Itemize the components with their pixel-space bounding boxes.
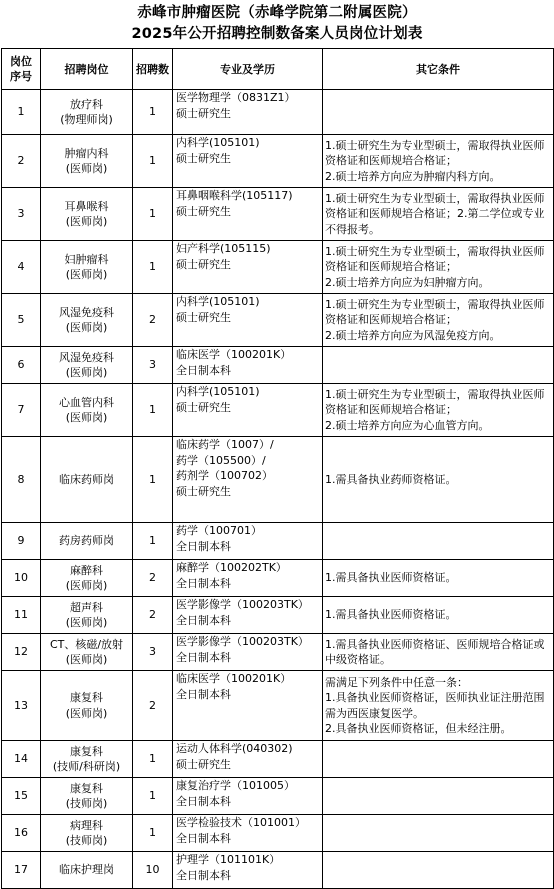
page-title-line2: 2025年公开招聘控制数备案人员岗位计划表 — [131, 26, 423, 42]
cell-major-line: 硕士研究生 — [176, 151, 231, 165]
cell-other — [323, 597, 554, 634]
cell-other — [323, 671, 554, 741]
cell-post-line: (医师岗) — [65, 268, 108, 281]
cell-post — [41, 384, 133, 437]
cell-seq: 10 — [2, 560, 41, 597]
cell-major — [173, 523, 323, 560]
cell-other-line: 1.需具备执业药师资格证。 — [325, 472, 457, 486]
cell-post — [41, 634, 133, 671]
cell-major-line: 内科学(105101) — [176, 136, 260, 149]
cell-seq: 15 — [2, 778, 41, 815]
cell-other — [323, 741, 554, 778]
recruitment-plan-table — [1, 48, 554, 889]
table-row — [2, 347, 554, 384]
cell-count: 1 — [133, 741, 173, 778]
table-row — [2, 741, 554, 778]
cell-post-line: (医师岗) — [65, 162, 108, 175]
cell-post-line: (技师岗) — [65, 797, 108, 810]
cell-seq: 12 — [2, 634, 41, 671]
cell-major-line: 全日制本科 — [176, 650, 231, 664]
cell-major-line: 护理学（101101K） — [176, 853, 281, 866]
cell-major-line: 妇产科学(105115) — [176, 242, 271, 255]
header-major: 专业及学历 — [173, 49, 323, 90]
cell-other-line: 2.硕士培养方向应为妇肿瘤方向。 — [325, 275, 490, 289]
cell-major-line: 临床医学（100201K） — [176, 348, 292, 361]
cell-other-line: 1.具备执业医师资格证，医师执业证注册范围需为西医康复医学。 — [325, 691, 545, 720]
cell-major — [173, 815, 323, 852]
cell-other-line: 2.具备执业医师资格证，但未经注册。 — [325, 722, 512, 735]
cell-other-line: 1.硕士研究生为专业型硕士，需取得执业医师资格证和医师规培合格证； — [325, 138, 545, 168]
cell-major-line: 内科学(105101) — [176, 295, 260, 308]
cell-major-line: 临床医学（100201K） — [176, 672, 292, 685]
cell-count: 1 — [133, 135, 173, 188]
cell-other-line: 1.需具备执业医师资格证、医师规培合格证或中级资格证。 — [325, 637, 545, 666]
table-row — [2, 634, 554, 671]
cell-other-line: 1.硕士研究生为专业型硕士，需取得执业医师资格证和医师规培合格证； — [325, 297, 545, 327]
cell-major — [173, 294, 323, 347]
cell-count: 3 — [133, 634, 173, 671]
cell-major-line: 全日制本科 — [176, 831, 231, 845]
cell-other — [323, 778, 554, 815]
cell-major-line: 全日制本科 — [176, 868, 231, 882]
cell-count: 1 — [133, 188, 173, 241]
cell-other-line: 2.硕士培养方向应为肿瘤内科方向。 — [325, 169, 501, 183]
cell-other — [323, 90, 554, 135]
cell-post-line: 风湿免疫科 — [59, 350, 114, 364]
cell-post — [41, 241, 133, 294]
cell-seq: 1 — [2, 90, 41, 135]
cell-major — [173, 384, 323, 437]
cell-major — [173, 188, 323, 241]
cell-post — [41, 778, 133, 815]
cell-count: 1 — [133, 778, 173, 815]
cell-major-line: 耳鼻咽喉科学(105117) — [176, 189, 293, 202]
cell-post-line: (医师岗) — [65, 653, 108, 666]
cell-other — [323, 347, 554, 384]
cell-seq: 17 — [2, 852, 41, 889]
table-row — [2, 597, 554, 634]
cell-major — [173, 852, 323, 889]
cell-post-line: (技师/科研岗) — [52, 760, 121, 773]
cell-seq: 7 — [2, 384, 41, 437]
table-row — [2, 523, 554, 560]
cell-major-line: 硕士研究生 — [176, 106, 231, 120]
cell-post-line: 肿瘤内科 — [64, 146, 109, 160]
cell-other-line: 1.需具备执业医师资格证。 — [325, 608, 457, 622]
cell-other — [323, 560, 554, 597]
cell-major — [173, 741, 323, 778]
table-row — [2, 135, 554, 188]
table-row — [2, 188, 554, 241]
cell-major — [173, 634, 323, 671]
cell-other-line: 1.需具备执业医师资格证。 — [325, 571, 457, 585]
cell-post-line: (医师岗) — [65, 706, 108, 720]
cell-post — [41, 523, 133, 560]
cell-post — [41, 294, 133, 347]
table-row — [2, 90, 554, 135]
cell-other — [323, 523, 554, 560]
cell-seq: 5 — [2, 294, 41, 347]
cell-major-line: 全日制本科 — [176, 539, 231, 553]
cell-major-line: 麻醉学（100202TK） — [176, 561, 287, 574]
cell-post — [41, 188, 133, 241]
cell-count: 10 — [133, 852, 173, 889]
cell-post-line: (医师岗) — [65, 366, 108, 379]
cell-major-line: 硕士研究生 — [176, 400, 231, 414]
table-row — [2, 671, 554, 741]
table-row — [2, 852, 554, 889]
cell-other-line: 1.硕士研究生为专业型硕士，需取得执业医师资格证和医师规培合格证； — [325, 387, 545, 417]
cell-count: 1 — [133, 815, 173, 852]
table-row — [2, 437, 554, 523]
cell-post-line: (物理师岗) — [60, 113, 113, 126]
cell-post-line: 麻醉科 — [70, 563, 103, 577]
cell-count: 2 — [133, 560, 173, 597]
cell-major-line: 内科学(105101) — [176, 385, 260, 398]
cell-other — [323, 815, 554, 852]
cell-other-line: 需满足下列条件中任意一条： — [325, 675, 468, 689]
cell-post-line: (医师岗) — [65, 215, 108, 228]
cell-post — [41, 437, 133, 523]
cell-count: 2 — [133, 294, 173, 347]
cell-post-line: (医师岗) — [65, 579, 108, 592]
cell-seq: 14 — [2, 741, 41, 778]
cell-other — [323, 241, 554, 294]
cell-post-line: 临床护理岗 — [59, 863, 114, 877]
cell-post-line: (医师岗) — [65, 616, 108, 629]
page-title-line1: 赤峰市肿瘤医院（赤峰学院第二附属医院） — [137, 5, 417, 21]
cell-major — [173, 437, 323, 523]
cell-major-line: 医学影像学（100203TK） — [176, 635, 309, 648]
cell-other — [323, 852, 554, 889]
cell-count: 1 — [133, 90, 173, 135]
cell-seq: 8 — [2, 437, 41, 523]
cell-seq: 2 — [2, 135, 41, 188]
cell-post-line: CT、核磁/放射 — [49, 637, 124, 651]
cell-post-line: 妇肿瘤科 — [64, 252, 109, 266]
cell-major-line: 硕士研究生 — [176, 310, 231, 324]
cell-count: 1 — [133, 241, 173, 294]
cell-major-line: 运动人体科学(040302) — [176, 742, 293, 755]
cell-major — [173, 90, 323, 135]
cell-major-line: 全日制本科 — [176, 363, 231, 377]
cell-post-line: 康复科 — [70, 691, 103, 704]
header-other: 其它条件 — [323, 49, 554, 90]
table-header-row — [2, 49, 554, 90]
table-row — [2, 241, 554, 294]
cell-major-line: 硕士研究生 — [176, 757, 231, 771]
cell-seq: 16 — [2, 815, 41, 852]
cell-major-line: 医学检验技术（101001） — [176, 816, 306, 829]
cell-other-line: 1.硕士研究生为专业型硕士，需取得执业医师资格证和医师规培合格证； — [325, 244, 545, 274]
cell-major-line: 药学（100701） — [176, 524, 262, 537]
header-count: 招聘数 — [133, 49, 173, 90]
cell-count: 2 — [133, 597, 173, 634]
cell-other — [323, 437, 554, 523]
cell-major — [173, 597, 323, 634]
cell-other-line: 2.硕士培养方向应为风湿免疫方向。 — [325, 328, 501, 342]
cell-post — [41, 347, 133, 384]
cell-major — [173, 778, 323, 815]
cell-seq: 13 — [2, 671, 41, 741]
cell-other — [323, 634, 554, 671]
cell-major-line: 医学物理学（0831Z1） — [176, 91, 296, 104]
cell-other — [323, 135, 554, 188]
cell-major — [173, 241, 323, 294]
cell-major-line: 全日制本科 — [176, 613, 231, 627]
cell-post-line: 超声科 — [70, 600, 103, 614]
cell-major — [173, 671, 323, 741]
cell-post — [41, 741, 133, 778]
cell-post — [41, 90, 133, 135]
cell-major-line: 全日制本科 — [176, 687, 231, 701]
cell-count: 3 — [133, 347, 173, 384]
cell-post-line: 心血管内科 — [59, 395, 114, 409]
cell-major-line: 全日制本科 — [176, 794, 231, 808]
cell-post-line: 病理科 — [70, 818, 103, 832]
cell-other-line: 1.硕士研究生为专业型硕士，需取得执业医师资格证和医师规培合格证；2.第二学位或专业不得报考。 — [325, 191, 545, 236]
header-seq: 岗位 序号 — [2, 49, 41, 90]
cell-post-line: 耳鼻喉科 — [64, 199, 109, 213]
cell-other — [323, 188, 554, 241]
cell-major-line: 药剂学（100702） — [176, 469, 273, 482]
table-row — [2, 560, 554, 597]
cell-post — [41, 815, 133, 852]
cell-major — [173, 560, 323, 597]
table-row — [2, 778, 554, 815]
cell-post-line: (技师岗) — [65, 834, 108, 847]
cell-count: 1 — [133, 437, 173, 523]
cell-major-line: 硕士研究生 — [176, 484, 231, 498]
cell-post — [41, 852, 133, 889]
cell-post-line: 临床药师岗 — [59, 472, 114, 486]
cell-count: 1 — [133, 523, 173, 560]
cell-major — [173, 135, 323, 188]
cell-count: 1 — [133, 384, 173, 437]
cell-post-line: (医师岗) — [65, 411, 108, 424]
cell-major — [173, 347, 323, 384]
cell-other-line: 2.硕士培养方向应为心血管方向。 — [325, 418, 490, 432]
cell-other — [323, 294, 554, 347]
cell-major-line: 药学（105500）/ — [176, 453, 266, 467]
cell-major-line: 临床药学（1007）/ — [176, 438, 274, 451]
cell-major-line: 康复治疗学（101005） — [176, 779, 295, 792]
cell-post — [41, 597, 133, 634]
cell-seq: 11 — [2, 597, 41, 634]
cell-seq: 6 — [2, 347, 41, 384]
cell-major-line: 医学影像学（100203TK） — [176, 598, 309, 611]
table-body — [2, 90, 554, 889]
cell-seq: 4 — [2, 241, 41, 294]
cell-seq: 9 — [2, 523, 41, 560]
table-row — [2, 294, 554, 347]
cell-major-line: 全日制本科 — [176, 576, 231, 590]
cell-post — [41, 135, 133, 188]
table-row — [2, 384, 554, 437]
cell-post-line: 药房药师岗 — [59, 534, 114, 548]
cell-post — [41, 671, 133, 741]
cell-seq: 3 — [2, 188, 41, 241]
cell-post-line: 康复科 — [70, 744, 103, 758]
cell-major-line: 硕士研究生 — [176, 257, 231, 271]
cell-other — [323, 384, 554, 437]
cell-post-line: 风湿免疫科 — [59, 305, 114, 319]
cell-post-line: (医师岗) — [65, 321, 108, 334]
table-row — [2, 815, 554, 852]
cell-post-line: 放疗科 — [70, 97, 103, 111]
cell-post — [41, 560, 133, 597]
cell-count: 2 — [133, 671, 173, 741]
cell-post-line: 康复科 — [70, 781, 103, 795]
header-post: 招聘岗位 — [41, 49, 133, 90]
cell-major-line: 硕士研究生 — [176, 204, 231, 218]
